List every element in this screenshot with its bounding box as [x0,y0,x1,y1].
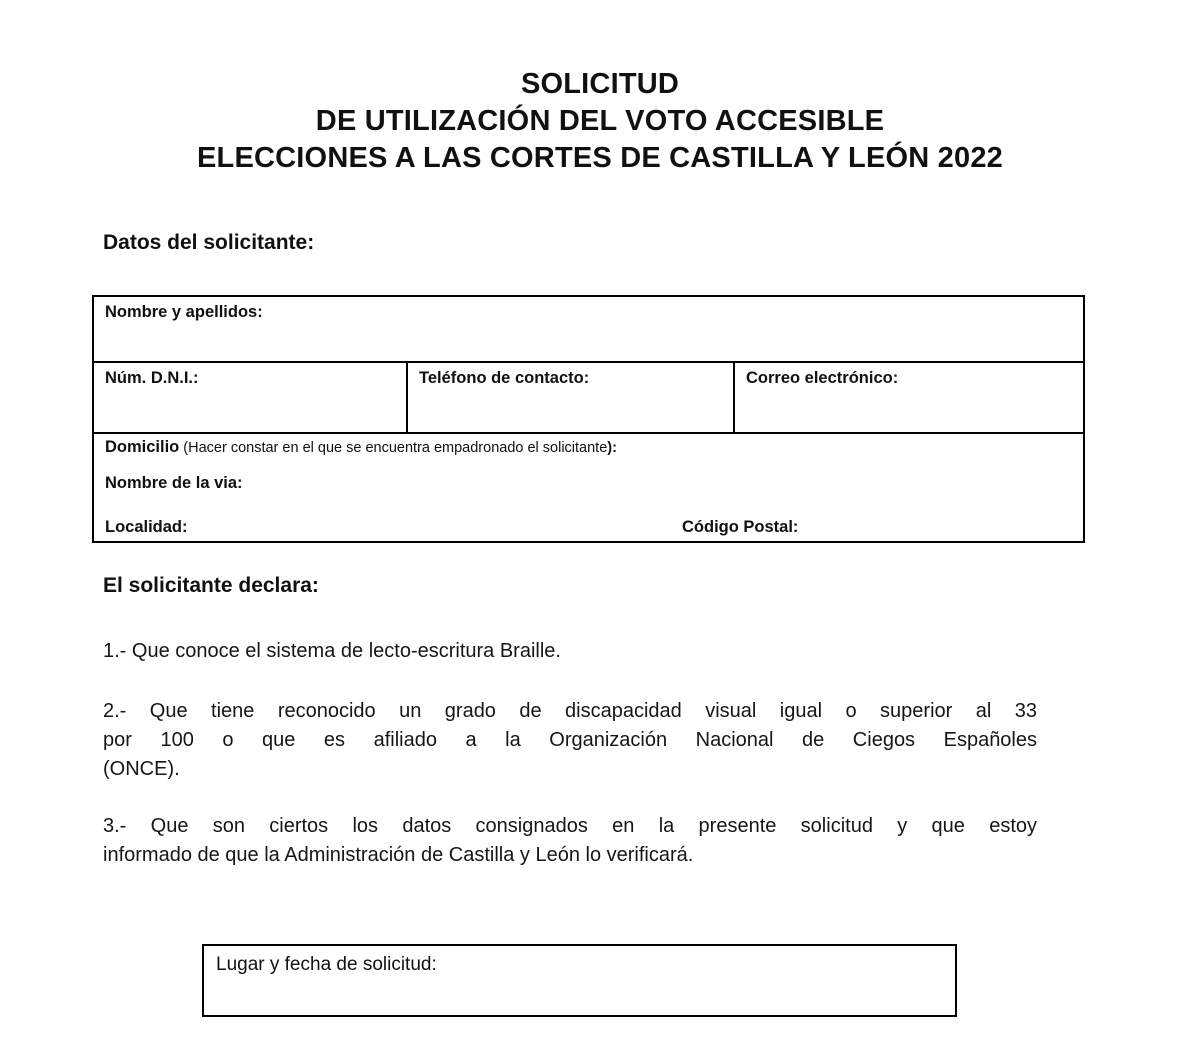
declaration-2-line-1: 2.- Que tiene reconocido un grado de discapacidad visual igual o superior al 33 [103,700,1037,722]
field-correo[interactable] [735,363,1083,432]
domicilio-note: (Hacer constar en el que se encuentra empadronado el solicitante [179,440,608,456]
field-dni[interactable] [94,363,408,432]
codigo-postal-label: Código Postal: [682,518,799,536]
declaration-3-line-1: 3.- Que son ciertos los datos consignados en la presente solicitud y que estoy [103,815,1037,837]
table-row-contact [94,363,1083,434]
field-telefono[interactable] [408,363,735,432]
applicant-data-heading: Datos del solicitante: [103,231,315,254]
nombre-apellidos-label: Nombre y apellidos: [105,303,263,321]
title-line-1: SOLICITUD [520,68,680,100]
declaration-heading: El solicitante declara: [103,574,319,597]
declaration-3-line-2: informado de que la Administración de Castilla y León lo verificará. [103,844,694,866]
telefono-label: Teléfono de contacto: [419,369,590,387]
title-line-3: ELECCIONES A LAS CORTES DE CASTILLA Y LEÓN 2022 [197,142,1003,174]
correo-label: Correo electrónico: [746,369,899,387]
domicilio-note-suffix: ): [607,440,617,456]
declaration-2-line-3: (ONCE). [103,758,180,780]
declaration-2-line-2: por 100 o que es afiliado a la Organización Nacional de Ciegos Españoles [103,729,1037,751]
title-line-2: DE UTILIZACIÓN DEL VOTO ACCESIBLE [315,105,885,137]
dni-label: Núm. D.N.I.: [105,369,199,387]
lugar-fecha-label: Lugar y fecha de solicitud: [216,954,437,975]
applicant-data-table [92,295,1085,543]
declaration-item-1 [103,637,1037,666]
declaration-item-2 [103,697,1037,784]
nombre-via-label: Nombre de la via: [105,474,243,492]
domicilio-label-line [105,438,617,457]
localidad-label: Localidad: [105,518,188,536]
domicilio-label: Domicilio [105,438,180,456]
field-lugar-fecha[interactable] [202,944,957,1017]
declaration-1-line-1: 1.- Que conoce el sistema de lecto-escritura Braille. [103,640,561,662]
field-domicilio[interactable] [94,434,1083,541]
field-nombre-apellidos[interactable] [94,297,1083,363]
declaration-item-3 [103,812,1037,870]
document-title [0,66,1200,177]
